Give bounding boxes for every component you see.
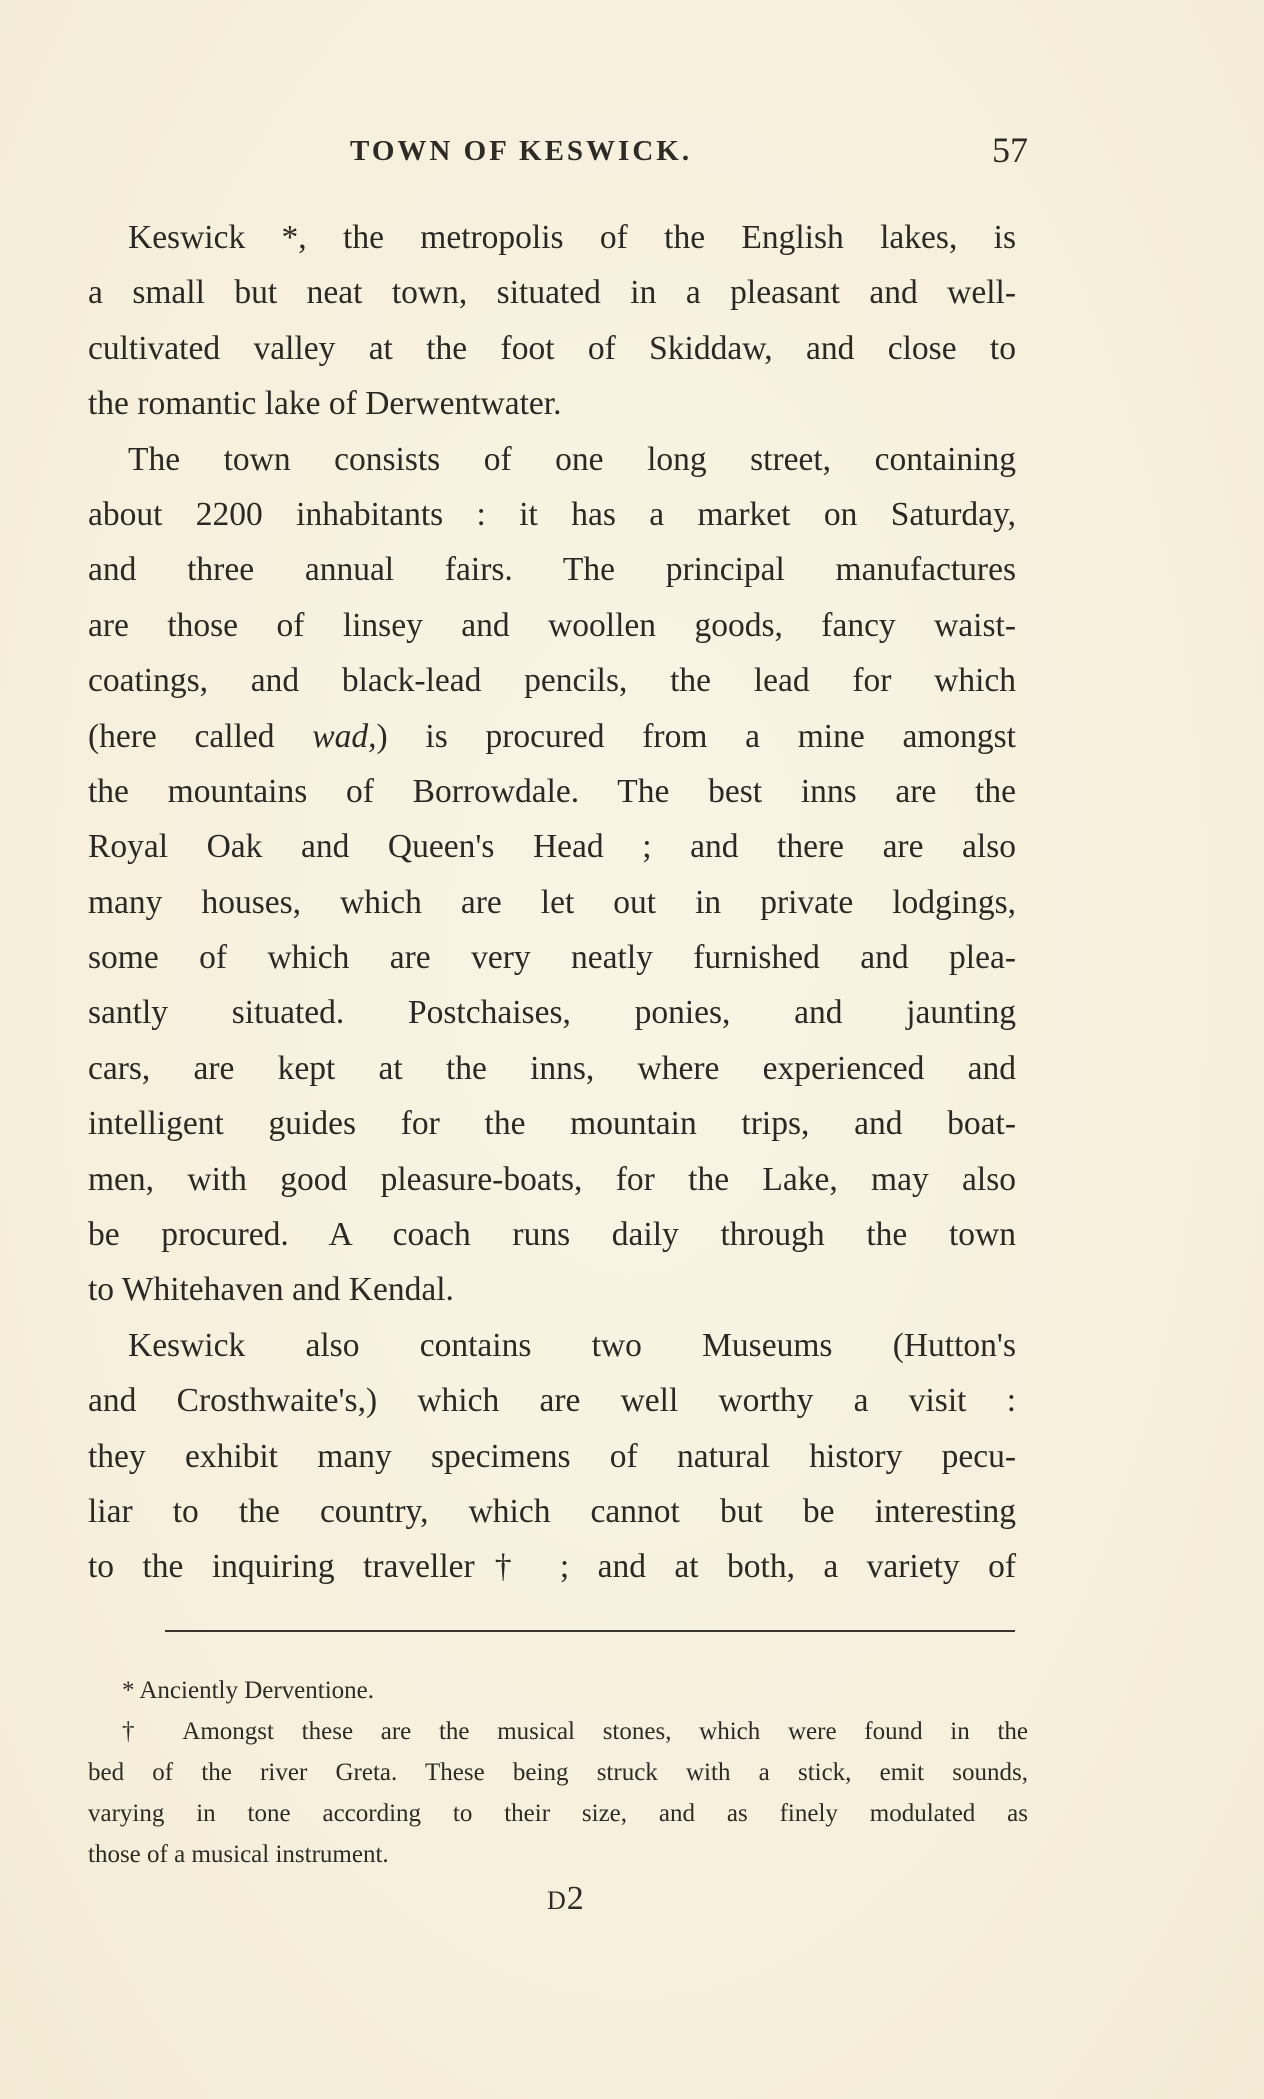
text-line: the romantic lake of Derwentwater.: [88, 385, 562, 423]
body-text: [88, 210, 1016, 1595]
text-line: cultivated valley at the foot of Skiddaw, and close to: [88, 329, 1016, 367]
text-line: be procured. A coach runs daily through the town: [88, 1216, 1016, 1254]
text-line: to the inquiring traveller† ; and at both, a variety of: [88, 1548, 1016, 1586]
text-line: and three annual fairs. The principal manufactures: [88, 551, 1016, 589]
text-line: many houses, which are let out in private lodgings,: [88, 883, 1016, 921]
text-line: Royal Oak and Queen's Head ; and there are also: [88, 828, 1016, 866]
text-line: they exhibit many specimens of natural history pecu-: [88, 1437, 1016, 1475]
running-head: [88, 130, 1028, 175]
text-line: a small but neat town, situated in a pleasant and well-: [88, 274, 1016, 312]
text-line: cars, are kept at the inns, where experienced and: [88, 1049, 1016, 1087]
wad-before: (here called: [88, 717, 313, 755]
text-line: Keswick *, the metropolis of the English lakes, is: [128, 219, 1016, 256]
text-line: coatings, and black-lead pencils, the lead for which: [88, 662, 1016, 700]
page-number: 57: [992, 130, 1028, 170]
text-line: Keswick also contains two Museums (Hutton's: [128, 1326, 1016, 1364]
footnote-2-line: † Amongst these are the musical stones, which were found in the: [122, 1718, 1028, 1745]
footnotes: [88, 1670, 1028, 1875]
text-line: santly situated. Postchaises, ponies, and jaunting: [88, 994, 1016, 1032]
signature-mark: [547, 1880, 585, 1918]
text-line-wad: [88, 709, 1016, 764]
footnote-2-line: bed of the river Greta. These being struck with a stick, emit sounds,: [88, 1759, 1028, 1786]
text-line: The town consists of one long street, containing: [128, 440, 1016, 478]
footnote-rule: [165, 1630, 1015, 1632]
text-line: about 2200 inhabitants : it has a market on Saturday,: [88, 495, 1016, 533]
footnote-2-line: varying in tone according to their size, and as finely modulated as: [88, 1800, 1028, 1827]
signature-letter: D: [547, 1886, 567, 1915]
text-line: to Whitehaven and Kendal.: [88, 1271, 454, 1309]
text-line: some of which are very neatly furnished and plea-: [88, 939, 1016, 977]
footnote-2-line: those of a musical instrument.: [88, 1841, 389, 1868]
footnote-1: * Anciently Derventione.: [122, 1677, 375, 1704]
text-line: men, with good pleasure-boats, for the Lake, may also: [88, 1160, 1016, 1198]
text-line: and Crosthwaite's,) which are well worthy a visit :: [88, 1382, 1016, 1420]
text-line: the mountains of Borrowdale. The best inns are the: [88, 772, 1016, 810]
wad-after: ) is procured from a mine amongst: [376, 717, 1016, 755]
text-line: are those of linsey and woollen goods, fancy waist-: [88, 606, 1016, 644]
wad-italic: wad,: [312, 717, 377, 755]
text-line: intelligent guides for the mountain trips, and boat-: [88, 1105, 1016, 1143]
signature-number: 2: [566, 1880, 585, 1917]
text-line: liar to the country, which cannot but be interesting: [88, 1492, 1016, 1530]
running-title: TOWN OF KESWICK.: [350, 135, 693, 167]
